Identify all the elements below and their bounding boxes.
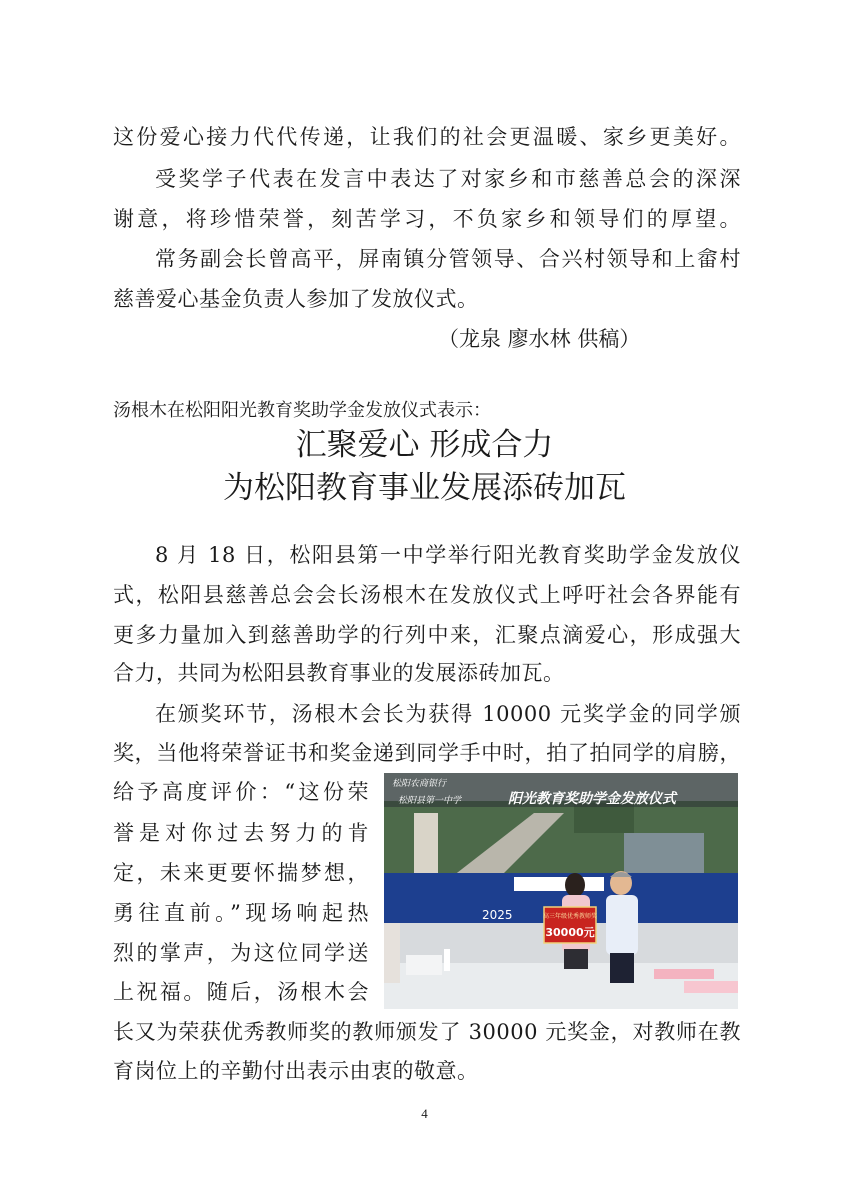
text-line: 长又为荣获优秀教师奖的教师颁发了 30000 元奖金，对教师在教: [113, 1020, 741, 1044]
banner-school-name: 松阳县第一中学: [398, 796, 462, 806]
article-subheading: 汤根木在松阳阳光教育奖助学金发放仪式表示：: [113, 400, 491, 421]
text-line: 烈的掌声，为这位同学送: [113, 941, 369, 965]
text-line: 8 月 18 日，松阳县第一中学举行阳光教育奖助学金发放仪: [155, 543, 741, 567]
banner-year: 2025: [482, 908, 513, 922]
banner-bank-name: 松阳农商银行: [392, 779, 447, 789]
page-number: 4: [421, 1106, 428, 1121]
award-board-amount: 30000元: [545, 926, 595, 939]
text-line: 谢意，将珍惜荣誉，刻苦学习，不负家乡和领导们的厚望。: [113, 207, 741, 231]
text-line: 在颁奖环节，汤根木会长为获得 10000 元奖学金的同学颁: [155, 702, 741, 726]
award-board-label: 高三年级优秀教师奖: [542, 913, 598, 920]
article-title: 汇聚爱心 形成合力: [295, 427, 554, 463]
text-line: 慈善爱心基金负责人参加了发放仪式。: [113, 287, 479, 311]
text-line: 勇往直前。”现场响起热: [113, 901, 369, 925]
text-line: 受奖学子代表在发言中表达了对家乡和市慈善总会的深深: [155, 167, 741, 191]
ceremony-photo: [384, 773, 738, 1009]
text-line: 誉是对你过去努力的肯: [113, 821, 369, 845]
text-line: 更多力量加入到慈善助学的行列中来，汇聚点滴爱心，形成强大: [113, 623, 741, 647]
article-credit: （龙泉 廖水林 供稿）: [438, 327, 641, 351]
text-line: 上祝福。随后，汤根木会: [113, 980, 369, 1004]
banner-title: 阳光教育奖助学金发放仪式: [508, 791, 676, 807]
text-line: 育岗位上的辛勤付出表示由衷的敬意。: [113, 1059, 479, 1083]
text-line: 奖，当他将荣誉证书和奖金递到同学手中时，拍了拍同学的肩膀，: [113, 741, 741, 765]
text-line: 给予高度评价：“这份荣: [113, 780, 369, 804]
text-line: 合力，共同为松阳县教育事业的发展添砖加瓦。: [113, 661, 565, 685]
text-line: 定，未来更要怀揣梦想，: [113, 861, 369, 885]
text-line: 常务副会长曾高平，屏南镇分管领导、合兴村领导和上畲村: [155, 247, 741, 271]
text-line: 这份爱心接力代代传递，让我们的社会更温暖、家乡更美好。: [113, 125, 741, 149]
text-line: 式，松阳县慈善总会会长汤根木在发放仪式上呼吁社会各界能有: [113, 583, 741, 607]
article-title: 为松阳教育事业发展添砖加瓦: [223, 470, 626, 506]
